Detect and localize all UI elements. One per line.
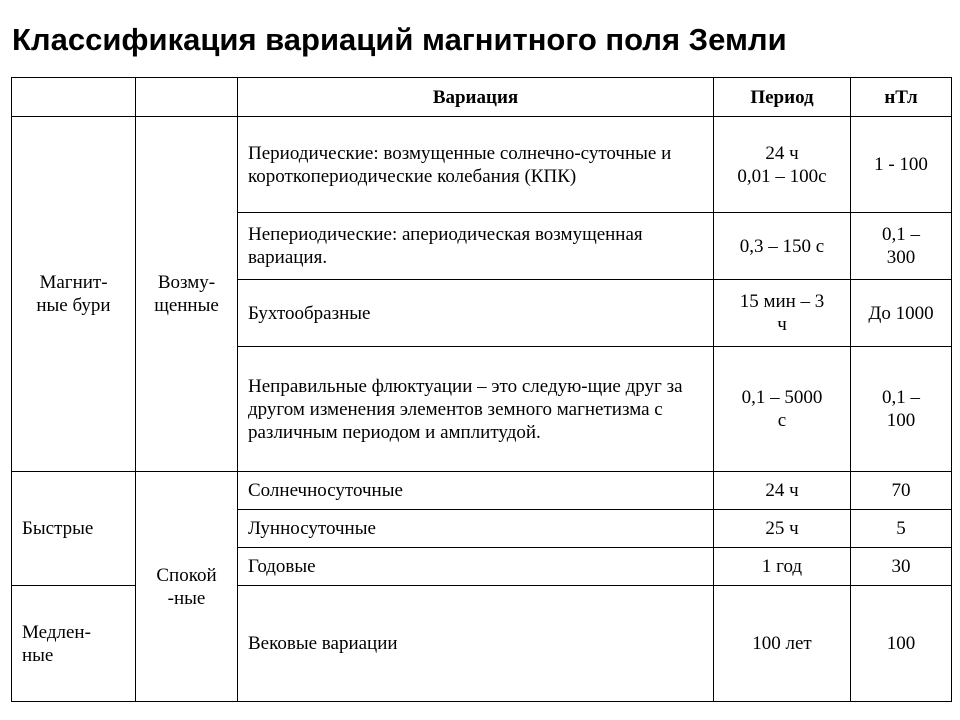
period-cell: 24 ч bbox=[714, 472, 851, 510]
group-quiet bbox=[136, 472, 238, 702]
ntl-cell: 5 bbox=[851, 510, 952, 548]
header-row bbox=[12, 78, 952, 117]
header-period: Период bbox=[714, 78, 851, 117]
header-cell-empty-2 bbox=[136, 78, 238, 117]
ntl-cell: 70 bbox=[851, 472, 952, 510]
period-cell: 25 ч bbox=[714, 510, 851, 548]
variation-cell: Вековые вариации bbox=[238, 586, 714, 702]
group-magnetic-storms-label: Магнит- ные бури bbox=[36, 272, 111, 316]
group-fast: Быстрые bbox=[12, 472, 136, 586]
variation-cell: Солнечносуточные bbox=[238, 472, 714, 510]
variation-cell: Годовые bbox=[238, 548, 714, 586]
table-row bbox=[12, 117, 952, 213]
ntl-cell: До 1000 bbox=[851, 280, 952, 347]
group-disturbed bbox=[136, 117, 238, 472]
variation-cell: Бухтообразные bbox=[238, 280, 714, 347]
group-disturbed-label: Возму- щенные bbox=[154, 272, 219, 316]
ntl-cell: 30 bbox=[851, 548, 952, 586]
ntl-cell: 100 bbox=[851, 586, 952, 702]
header-ntl: нТл bbox=[851, 78, 952, 117]
ntl-cell: 1 - 100 bbox=[851, 117, 952, 213]
page-title: Классификация вариаций магнитного поля Земли bbox=[12, 22, 787, 57]
table-row bbox=[12, 472, 952, 510]
period-cell: 15 мин – 3 ч bbox=[714, 280, 851, 347]
group-quiet-label: Спокой -ные bbox=[156, 564, 217, 609]
ntl-cell: 0,1 – 300 bbox=[851, 213, 952, 280]
period-cell: 100 лет bbox=[714, 586, 851, 702]
header-variation: Вариация bbox=[238, 78, 714, 117]
period-cell: 1 год bbox=[714, 548, 851, 586]
variations-table bbox=[11, 77, 952, 702]
group-slow-label: Медлен- ные bbox=[22, 621, 91, 666]
variation-cell: Непериодические: апериодическая возмущенная вариация. bbox=[238, 213, 714, 280]
period-cell: 24 ч 0,01 – 100с bbox=[714, 117, 851, 213]
group-magnetic-storms bbox=[12, 117, 136, 472]
variation-cell: Неправильные флюктуации – это следую-щие друг за другом изменения элементов земного магнетизма с различным периодом и амплитудой. bbox=[238, 347, 714, 472]
group-slow bbox=[12, 586, 136, 702]
variation-cell: Периодические: возмущенные солнечно-суточные и короткопериодические колебания (КПК) bbox=[238, 117, 714, 213]
variation-cell: Лунносуточные bbox=[238, 510, 714, 548]
period-cell: 0,3 – 150 с bbox=[714, 213, 851, 280]
period-cell: 0,1 – 5000 с bbox=[714, 347, 851, 472]
header-cell-empty-1 bbox=[12, 78, 136, 117]
ntl-cell: 0,1 – 100 bbox=[851, 347, 952, 472]
